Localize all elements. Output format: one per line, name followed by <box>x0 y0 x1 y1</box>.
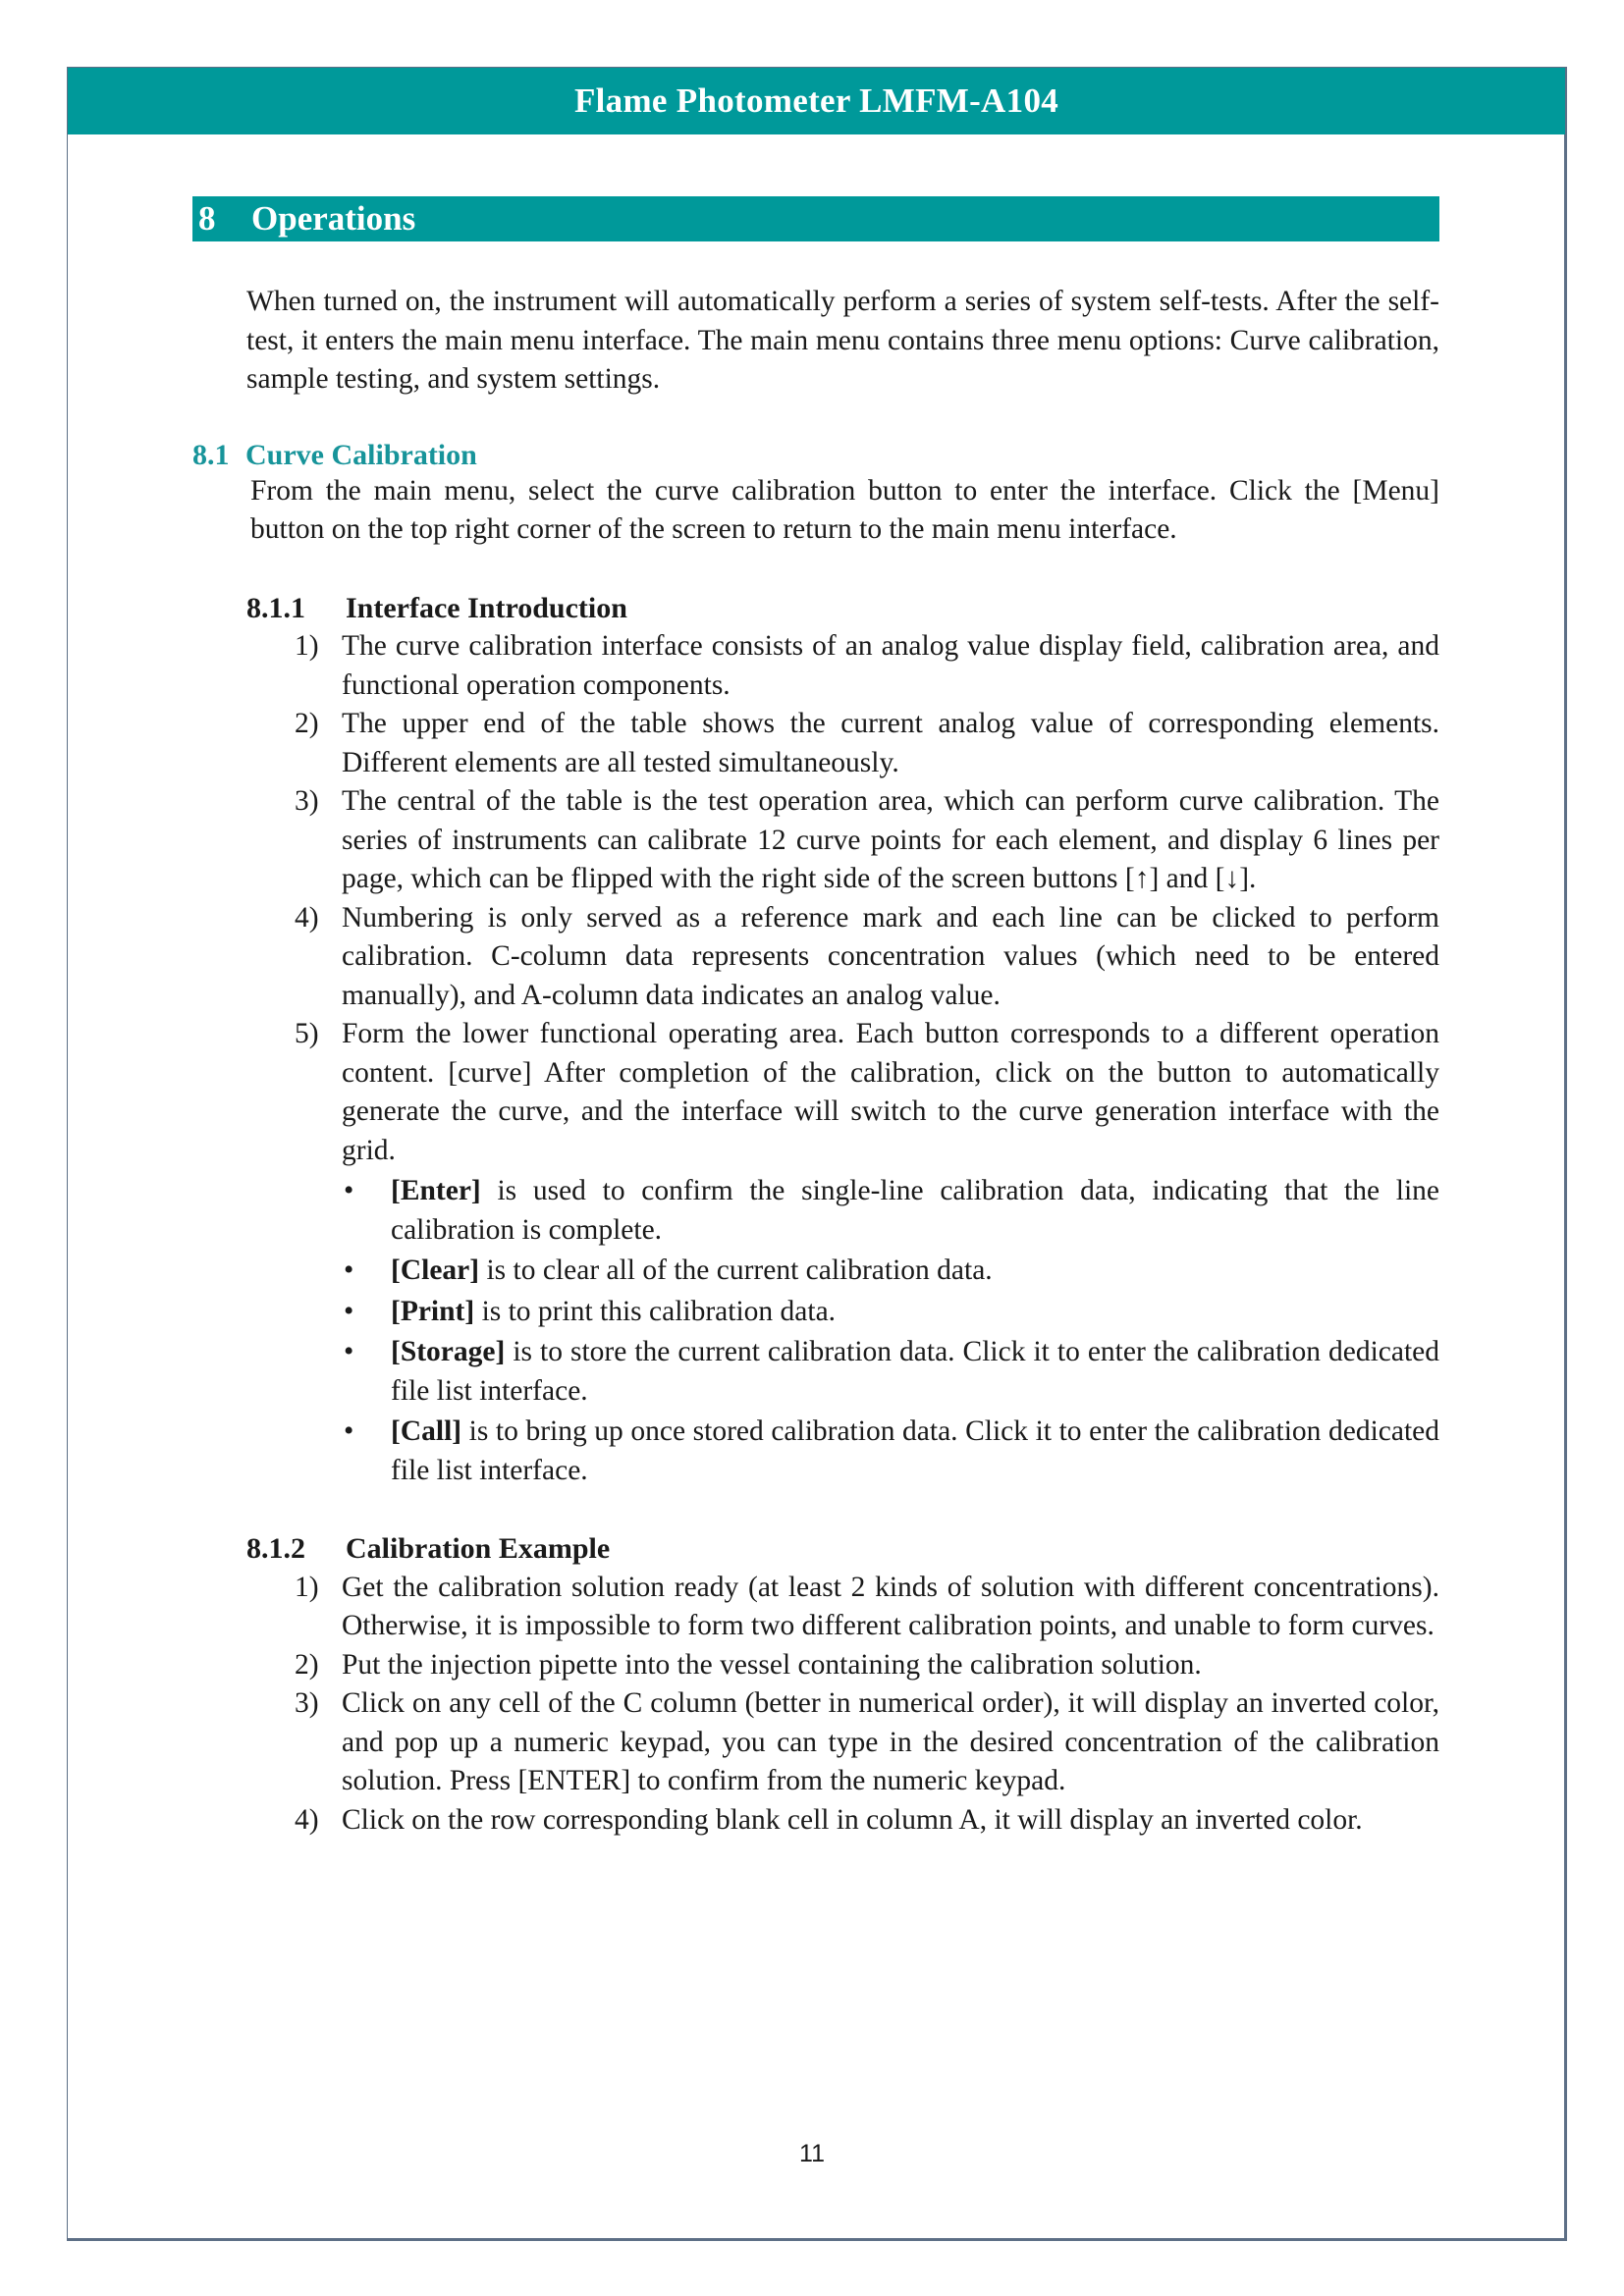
page-content <box>192 196 1439 1840</box>
bullet-text: is to bring up once stored calibration data. Click it to enter the calibration dedicated file list interface. <box>391 1415 1439 1486</box>
list-marker: 1) <box>295 1571 319 1603</box>
section-intro: When turned on, the instrument will automatically perform a series of system self-tests. After the self-test, it enters the main menu interface. The main menu contains three menu options: Curve calibration, sample testing, and system settings. <box>246 286 1439 395</box>
list-item-text: Form the lower functional operating area. Each button corresponds to a different operation content. [curve] After completion of the calibration, click on the button to automatically generate the curve, and the interface will switch to the curve generation interface with the grid. <box>342 1018 1439 1166</box>
list-item <box>295 782 1439 899</box>
list-marker: 2) <box>295 708 319 739</box>
subsection-body: From the main menu, select the curve calibration button to enter the interface. Click the [Menu] button on the top right corner of the screen to return to the main menu interface. <box>250 474 1439 545</box>
bullet-item <box>342 1293 1439 1332</box>
list-marker: 4) <box>295 1803 319 1836</box>
list-marker: 1) <box>295 630 319 662</box>
calibration-example-list <box>295 1569 1439 1841</box>
bullet-icon: • <box>344 1175 354 1206</box>
bullet-icon: • <box>344 1415 354 1447</box>
list-item <box>295 705 1439 782</box>
list-marker: 2) <box>295 1648 319 1681</box>
button-key-label: [Storage] <box>391 1336 506 1367</box>
list-item-text: Put the injection pipette into the vessel containing the calibration solution. <box>342 1648 1202 1681</box>
subsection-number: 8.1 <box>192 438 230 471</box>
list-item <box>295 627 1439 705</box>
list-item <box>295 899 1439 1016</box>
subsubsection-heading-example <box>246 1529 1439 1569</box>
subsubsection-title: Interface Introduction <box>346 591 627 624</box>
button-description-list <box>342 1172 1439 1490</box>
bullet-item <box>342 1333 1439 1411</box>
bullet-icon: • <box>344 1295 354 1327</box>
bullet-text: is to clear all of the current calibration data. <box>479 1255 993 1286</box>
list-item-text: Get the calibration solution ready (at least 2 kinds of solution with different concentrations). Otherwise, it is impossible to form two different calibration points, and unable to form curves. <box>342 1571 1439 1641</box>
list-marker: 4) <box>295 901 319 934</box>
list-item <box>295 1684 1439 1801</box>
subsubsection-number: 8.1.2 <box>246 1532 305 1565</box>
subsection-title: Curve Calibration <box>245 438 477 471</box>
list-item <box>295 1015 1439 1490</box>
bullet-item <box>342 1252 1439 1291</box>
list-item-text: Numbering is only served as a reference mark and each line can be clicked to perform calibration. C-column data represents concentration values (which need to be entered manually), and A-column data indicates an analog value. <box>342 901 1439 1011</box>
section-heading-bar <box>192 196 1439 241</box>
list-marker: 3) <box>295 1687 319 1719</box>
list-item-text: The curve calibration interface consists of an analog value display field, calibration area, and functional operation components. <box>342 630 1439 701</box>
header-banner <box>68 68 1565 134</box>
list-item <box>295 1801 1439 1841</box>
section-title: Operations <box>251 199 416 238</box>
interface-intro-list <box>295 627 1439 1490</box>
section-number: 8 <box>198 199 216 238</box>
list-marker: 5) <box>295 1018 319 1049</box>
subsubsection-heading-interface <box>246 589 1439 628</box>
bullet-icon: • <box>344 1336 354 1367</box>
list-item-text: Click on the row corresponding blank cell in column A, it will display an inverted color. <box>342 1803 1363 1836</box>
button-key-label: [Clear] <box>391 1255 480 1286</box>
list-item <box>295 1646 1439 1685</box>
button-key-label: [Enter] <box>391 1175 481 1206</box>
subsubsection-title: Calibration Example <box>346 1532 611 1565</box>
button-key-label: [Print] <box>391 1295 475 1327</box>
list-item <box>295 1569 1439 1646</box>
bullet-text: is used to confirm the single-line calibration data, indicating that the line calibration is complete. <box>391 1175 1439 1246</box>
page-number: 11 <box>799 2140 825 2167</box>
subsection-heading <box>192 439 1439 472</box>
bullet-text: is to print this calibration data. <box>474 1295 837 1327</box>
list-item-text: The upper end of the table shows the current analog value of corresponding elements. Different elements are all tested simultaneously. <box>342 708 1439 778</box>
bullet-text: is to store the current calibration data. Click it to enter the calibration dedicated file list interface. <box>391 1336 1439 1407</box>
bullet-item <box>342 1413 1439 1490</box>
list-item-text: Click on any cell of the C column (better in numerical order), it will display an inverted color, and pop up a numeric keypad, you can type in the desired concentration of the calibration solution. Press [ENTER] to confirm from the numeric keypad. <box>342 1687 1439 1796</box>
subsubsection-number: 8.1.1 <box>246 591 305 624</box>
button-key-label: [Call] <box>391 1415 462 1447</box>
list-marker: 3) <box>295 785 319 817</box>
bullet-icon: • <box>344 1255 354 1286</box>
bullet-item <box>342 1172 1439 1250</box>
document-title: Flame Photometer LMFM-A104 <box>573 81 1059 120</box>
list-item-text: The central of the table is the test operation area, which can perform curve calibration. The series of instruments can calibrate 12 curve points for each element, and display 6 lines per page, which can be flipped with the right side of the screen buttons [↑] and [↓]. <box>342 785 1439 894</box>
